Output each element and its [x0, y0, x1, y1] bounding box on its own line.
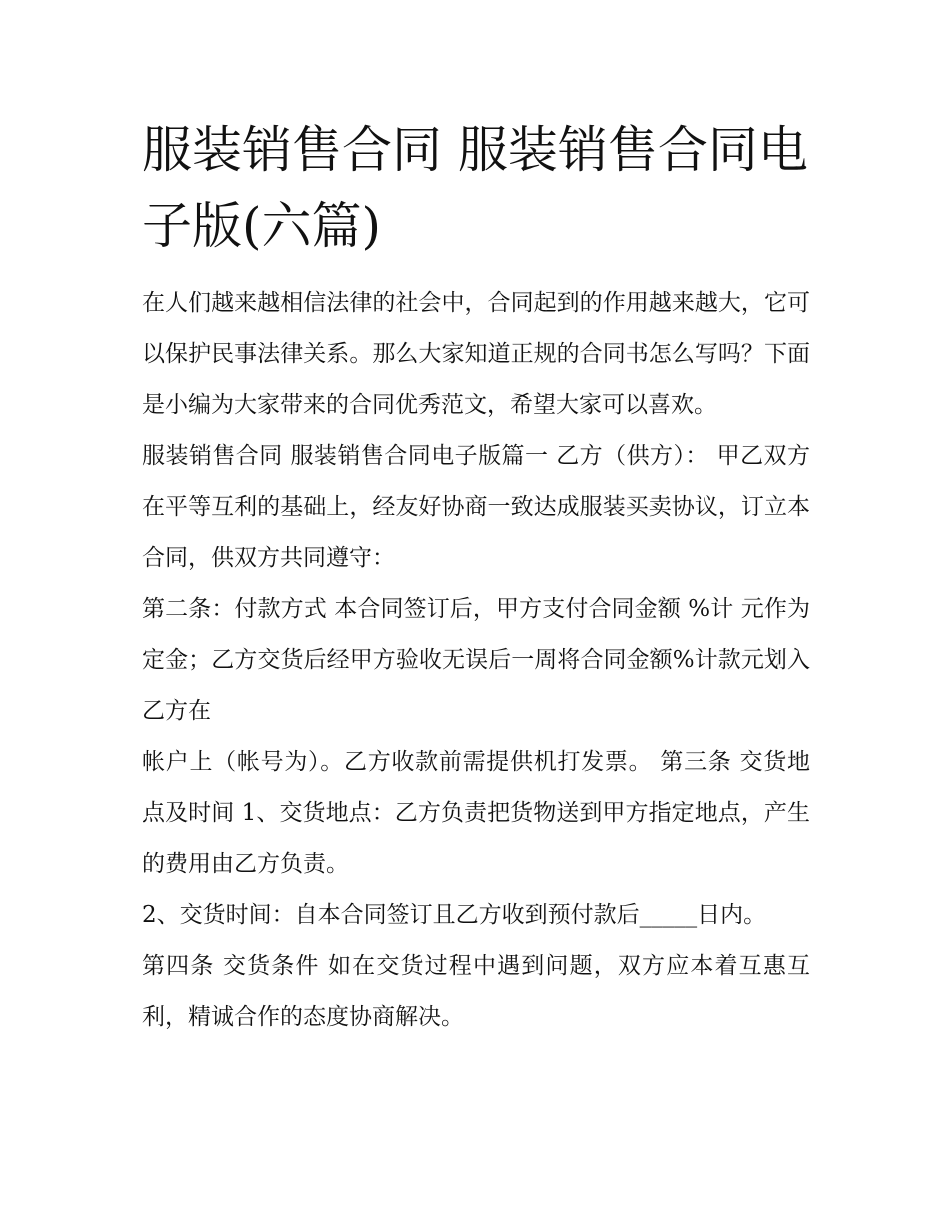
paragraph-contract-one: 服装销售合同 服装销售合同电子版篇一 乙方（供方）： 甲乙双方在平等互利的基础上，经友好协商一致达成服装买卖协议，订立本合同，供双方共同遵守： [142, 443, 810, 571]
document-title: 服装销售合同 服装销售合同电子版(六篇) [142, 121, 808, 255]
paragraph-article-four: 第四条 交货条件 如在交货过程中遇到问题，双方应本着互惠互利，精诚合作的态度协商解决。 [142, 953, 810, 1030]
paragraph-delivery-time: 2、交货时间：自本合同签订且乙方收到预付款后_____日内。 [142, 902, 767, 928]
document-page [142, 112, 810, 1043]
document-body [142, 278, 810, 1043]
paragraph-article-two: 第二条：付款方式 本合同签订后，甲方支付合同金额 %计 元作为定金；乙方交货后经甲方验收无误后一周将合同金额%计款元划入乙方在 [142, 596, 810, 724]
paragraph-account: 帐户上（帐号为）。乙方收款前需提供机打发票。 第三条 交货地点及时间 1、交货地点：乙方负责把货物送到甲方指定地点，产生的费用由乙方负责。 [142, 749, 810, 877]
paragraph-intro: 在人们越来越相信法律的社会中，合同起到的作用越来越大，它可以保护民事法律关系。那么大家知道正规的合同书怎么写吗？下面是小编为大家带来的合同优秀范文，希望大家可以喜欢。 [142, 290, 810, 418]
